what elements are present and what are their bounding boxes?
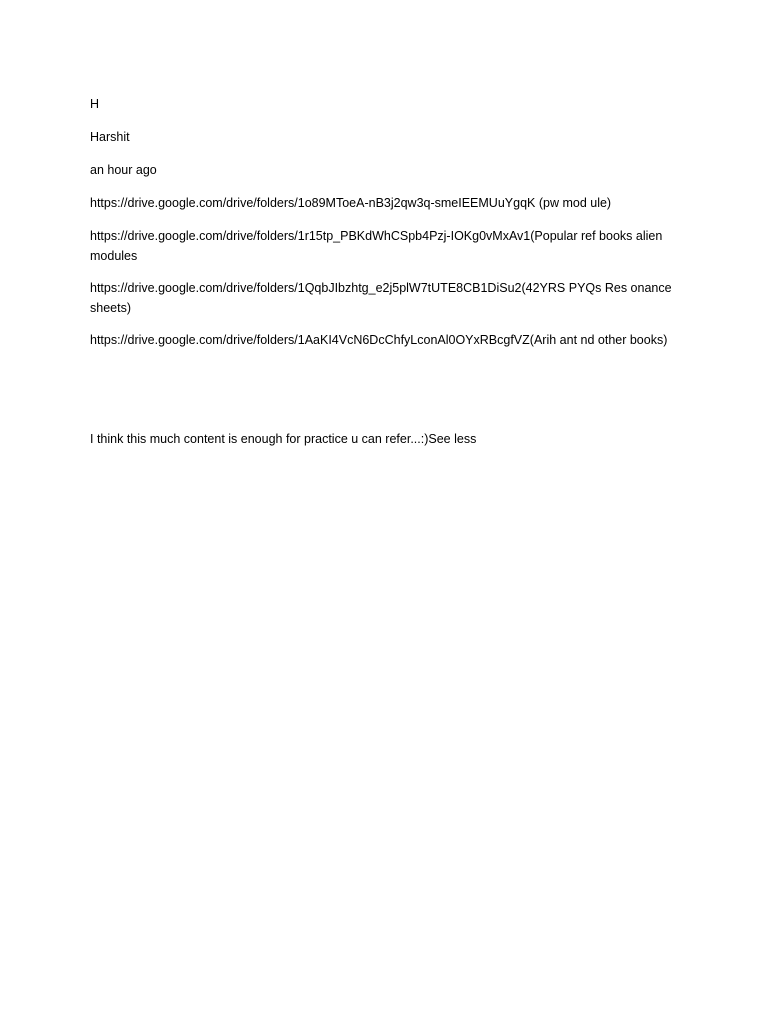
drive-link-3[interactable]: https://drive.google.com/drive/folders/1QqbJIbzhtg_e2j5plW7tUTE8CB1DiSu2 bbox=[90, 281, 522, 295]
closing-line bbox=[90, 429, 690, 449]
blank-space bbox=[90, 363, 690, 429]
see-less-button[interactable]: See less bbox=[428, 432, 477, 446]
avatar-initial: H bbox=[90, 97, 100, 111]
link-note-3: (42YRS PYQs Res onance sheets) bbox=[90, 281, 672, 315]
drive-link-1[interactable]: https://drive.google.com/drive/folders/1o89MToeA-nB3j2qw3q-smeIEEMUuYgqK bbox=[90, 196, 536, 210]
link-line-1 bbox=[90, 193, 690, 213]
post-content bbox=[90, 94, 690, 462]
post-timestamp: an hour ago bbox=[90, 163, 157, 177]
drive-link-4[interactable]: https://drive.google.com/drive/folders/1AaKI4VcN6DcChfyLconAl0OYxRBcgfVZ bbox=[90, 333, 530, 347]
drive-link-2[interactable]: https://drive.google.com/drive/folders/1r15tp_PBKdWhCSpb4Pzj-IOKg0vMxAv1 bbox=[90, 229, 531, 243]
link-line-2 bbox=[90, 226, 690, 266]
closing-text: I think this much content is enough for practice u can refer...:) bbox=[90, 432, 429, 446]
link-note-1: (pw mod ule) bbox=[535, 196, 612, 210]
link-note-4: (Arih ant nd other books) bbox=[529, 333, 668, 347]
author-name[interactable]: Harshit bbox=[90, 130, 130, 144]
link-line-3 bbox=[90, 278, 690, 318]
link-note-2: (Popular ref books alien modules bbox=[90, 229, 663, 263]
link-line-4 bbox=[90, 330, 690, 350]
